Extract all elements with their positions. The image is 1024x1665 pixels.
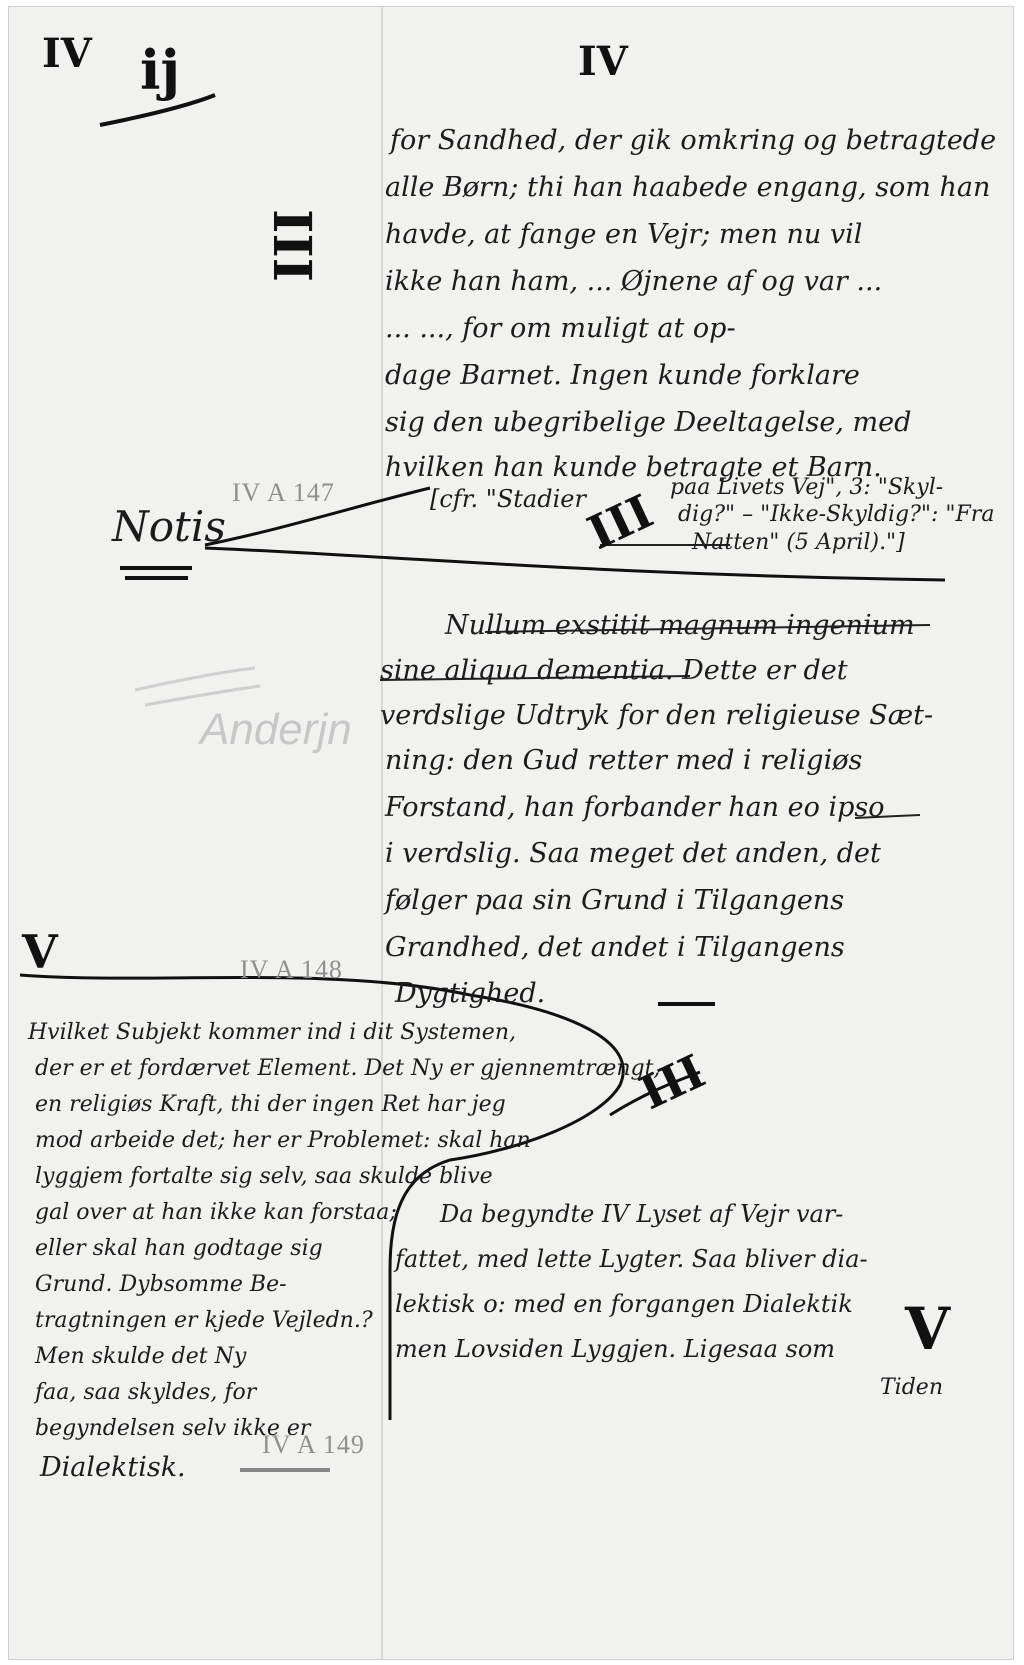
bracket-note-4: Natten" (5 April)."]: [692, 530, 905, 555]
main-line-6: dage Barnet. Ingen kunde forklare: [385, 360, 860, 391]
left-line-11: faa, saa skyldes, for: [35, 1380, 257, 1405]
ref-iv-a-147: IV A 147: [232, 478, 335, 507]
right-line-4: men Lovsiden Lyggjen. Ligesaa som: [395, 1335, 836, 1363]
left-line-10: Men skulde det Ny: [35, 1344, 247, 1369]
left-line-5: lyggjem fortalte sig selv, saa skulde blive: [35, 1164, 493, 1189]
main-line-3: havde, at fange en Vejr; men nu vil: [385, 219, 863, 250]
right-line-2: fattet, med lette Lygter. Saa bliver dia-: [395, 1245, 868, 1273]
latin-line-2: sine aliqua dementia. Dette er det: [380, 655, 848, 686]
left-line-3: en religiøs Kraft, thi der ingen Ret har jeg: [35, 1092, 506, 1117]
cancel-mark-top-right: IV: [578, 38, 628, 85]
cancel-mark-mid: III: [579, 483, 661, 561]
left-line-12: begyndelsen selv ikke er: [35, 1416, 311, 1441]
page-number: ij: [140, 38, 181, 102]
left-line-2: der er et fordærvet Element. Det Ny er gjennemtrængt,: [35, 1056, 661, 1081]
manuscript-page: [8, 6, 1014, 1660]
right-line-5: Tiden: [880, 1375, 943, 1400]
ref-iv-a-148: IV A 148: [240, 955, 343, 984]
main-line-8: hvilken han kunde betragte et Barn.: [385, 452, 882, 483]
latin-line-5: Forstand, han forbander han eo ipso: [385, 792, 885, 823]
latin-line-3: verdslige Udtryk for den religieuse Sæt-: [380, 700, 934, 731]
latin-line-4: ning: den Gud retter med i religiøs: [385, 745, 863, 776]
main-line-2: alle Børn; thi han haabede engang, som han: [385, 172, 991, 203]
latin-line-9: Dygtighed.: [395, 978, 546, 1009]
main-line-5: ... ..., for om muligt at op-: [385, 313, 736, 344]
pencil-faint-word: Anderjn: [200, 705, 352, 754]
bracket-note-1: [cfr. "Stadier: [430, 485, 586, 513]
latin-line-1: Nullum exstitit magnum ingenium: [445, 610, 915, 641]
cancel-mark-top-left: IV: [42, 30, 92, 77]
left-line-8: Grund. Dybsomme Be-: [35, 1272, 287, 1297]
main-line-4: ikke han ham, ... Øjnene af og var ...: [385, 266, 883, 297]
left-line-6: gal over at han ikke kan forstaa;: [35, 1200, 397, 1225]
bracket-note-2: paa Livets Vej", 3: "Skyl-: [670, 475, 944, 500]
bracket-note-3: dig?" – "Ikke-Skyldig?": "Fra: [678, 502, 995, 527]
page-fold: [381, 7, 383, 1659]
left-line-9: tragtningen er kjede Vejledn.?: [35, 1308, 373, 1333]
main-line-7: sig den ubegribelige Deeltagelse, med: [385, 407, 912, 438]
latin-line-7: følger paa sin Grund i Tilgangens: [385, 885, 845, 916]
left-line-4: mod arbeide det; her er Problemet: skal han: [35, 1128, 531, 1153]
latin-line-8: Grandhed, det andet i Tilgangens: [385, 932, 845, 963]
notis-label: Notis: [112, 502, 226, 551]
ref-iv-a-149: IV A 149: [262, 1430, 365, 1459]
roman-mark-left: III: [260, 209, 322, 282]
right-line-1: Da begyndte IV Lyset af Vejr var-: [440, 1200, 844, 1228]
left-line-7: eller skal han godtage sig: [35, 1236, 323, 1261]
right-line-3: lektisk o: med en forgangen Dialektik: [395, 1290, 853, 1318]
left-line-1: Hvilket Subjekt kommer ind i dit Systemen,: [28, 1020, 516, 1045]
main-line-1: for Sandhed, der gik omkring og betragtede: [390, 125, 997, 156]
roman-mark-lower-right: V: [905, 1295, 951, 1363]
left-line-13: Dialektisk.: [40, 1452, 186, 1483]
cancel-mark-lower: III: [631, 1043, 713, 1121]
roman-mark-lower-left: V: [22, 925, 58, 979]
latin-line-6: i verdslig. Saa meget det anden, det: [385, 838, 881, 869]
